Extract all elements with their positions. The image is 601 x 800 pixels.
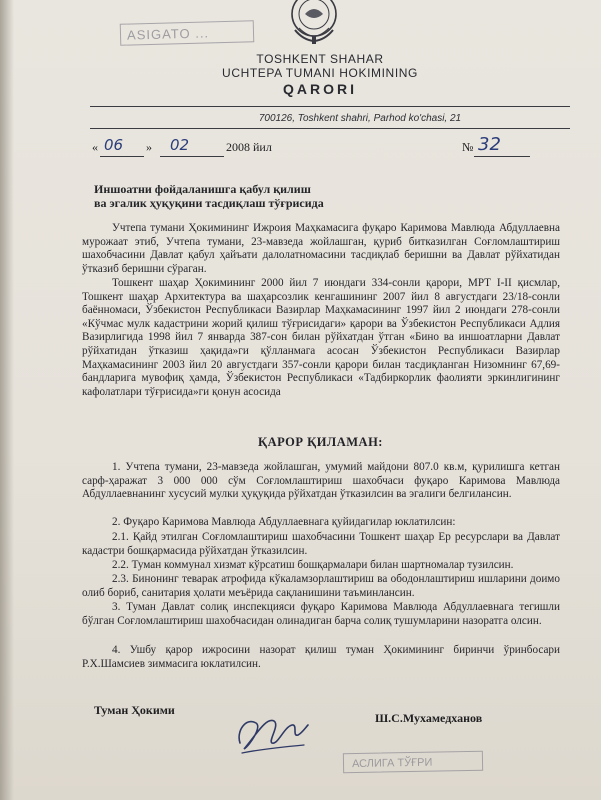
header-district: UCHTEPA TUMANI HOKIMINING	[222, 66, 418, 80]
date-year: 2008 йил	[226, 140, 272, 154]
header-address: 700126, Toshkent shahri, Parhod ko'chasi, 21	[258, 113, 462, 124]
header-rule-top	[90, 106, 570, 107]
paragraph-request: Учтепа тумани Ҳокимининг Ижроия Маҳкамасига фуқаро Каримова Мавлюда Абдуллаевна мурожаат этиб, Учтепа тумани, 23-мавзеда жойлашган, қуриб битказилган Соғломлаштириш шахобчасини Давлат қабул ҳайъати далолатномасини тасдиқлаб беришни ва Давлат рўйхатидан ўтказиб беришни сўраган.	[82, 222, 560, 275]
date-day-underline	[100, 156, 144, 157]
date-open-quote: «	[92, 140, 98, 154]
doc-title-line2: ва эгалик ҳуқуқини тасдиқлаш тўғрисида	[94, 196, 324, 210]
date-day: 06	[104, 136, 124, 154]
decision-item-2-2: 2.2. Туман коммунал хизмат кўрсатиш бошқармалари билан шартномалар тузилсин.	[112, 559, 514, 571]
decision-item-1: 1. Учтепа тумани, 23-мавзеда жойлашган, умумий майдони 807.0 кв.м, қурилишга кетган сарф-ҳаражат 3 000 000 сўм Соғломлаштириш шахобчаси фуқаро Каримова Мавлюда Абдуллаевнанинг хусусий мулки ҳуқуқида рўйхатдан ўтказилсин ва эгалиги белгилансин.	[82, 461, 560, 501]
decree-number: 32	[478, 134, 501, 155]
header-rule-bottom	[90, 128, 570, 129]
handwritten-signature	[232, 705, 312, 761]
date-close-quote: »	[146, 140, 152, 154]
number-underline	[474, 156, 530, 157]
doc-title-line1: Иншоатни фойдаланишга қабул қилиш	[94, 182, 311, 196]
decision-item-4: 4. Ушбу қарор ижросини назорат қилиш туман Ҳокимининг биринчи ўринбосари Р.Х.Шамсиев зиммасига юклатилсин.	[82, 644, 560, 670]
date-month: 02	[170, 136, 190, 154]
decision-item-2-1: 2.1. Қайд этилган Соғломлаштириш шахобчасини Тошкент шаҳар Ер ресурслари ва Давлат кадастри бошқармасида рўйхатдан ўтказилсин.	[82, 531, 560, 557]
copy-stamp-bottom: АСЛИГА ТЎҒРИ	[343, 751, 483, 773]
header-doc-type: QARORI	[283, 81, 357, 97]
decision-heading: ҚАРОР ҚИЛАМАН:	[258, 435, 383, 449]
decision-item-2: 2. Фуқаро Каримова Мавлюда Абдуллаевнага қуйидагилар юклатилсин:	[112, 516, 456, 528]
paragraph-legal-basis: Тошкент шаҳар Ҳокимининг 2000 йил 7 июндаги 334-сонли қарори, МРТ I-II қисмлар, Тошкент шаҳар Архитектура ва шаҳарсозлик кенгашининг 2007 йил 8 августдаги 23/18-сонли баённомаси, Ўзбекистон Республикаси Вазирлар Маҳкамасининг 1997 йил 2 июндаги 278-сонли «Кўчмас мулк кадастрини жорий қилиш тўғрисидаги» қарори ва Ўзбекистон Республикаси Адлия Вазирлигида 1998 йил 7 январда 387-сон билан рўйхатдан ўтган «Бино ва иншоатларни Давлат рўйхатидан ўтказиш ҳақида»ги қўлланмага асосан Ўзбекистон Республикаси Вазирлар Маҳкамасининг 2003 йил 20 августдаги 357-сонли қарори билан тасдиқланган Низомнинг 67,69-бандларига мувофиқ ҳамда, Ўзбекистон Республикаси «Тадбиркорлик фаолияти эркинлигининг кафолатлари тўғрисида»ги қонун асосида	[82, 277, 560, 398]
page-shadow	[0, 0, 14, 800]
state-emblem-icon	[283, 0, 345, 46]
copy-stamp-top: ASIGATO ...	[120, 20, 255, 46]
decision-item-2-3: 2.3. Бинонинг теварак атрофида кўкаламзорлаштириш ва ободонлаштириш ишларини доимо олиб бориб, санитария ҳолати меъёрида сақланишини таъминлансин.	[82, 573, 560, 599]
number-prefix: №	[462, 140, 474, 154]
header-city: TOSHKENT SHAHAR	[256, 52, 384, 66]
date-month-underline	[160, 156, 224, 157]
signatory-name: Ш.С.Мухамедханов	[375, 711, 483, 725]
signatory-position: Туман Ҳокими	[94, 703, 175, 717]
decision-item-3: 3. Туман Давлат солиқ инспекцияси фуқаро Каримова Мавлюда Абдуллаевнага тегишли бўлган Соғломлаштириш шахобчасидан олинадиган барча солиқ тушумларини назоратга олсин.	[82, 601, 560, 627]
